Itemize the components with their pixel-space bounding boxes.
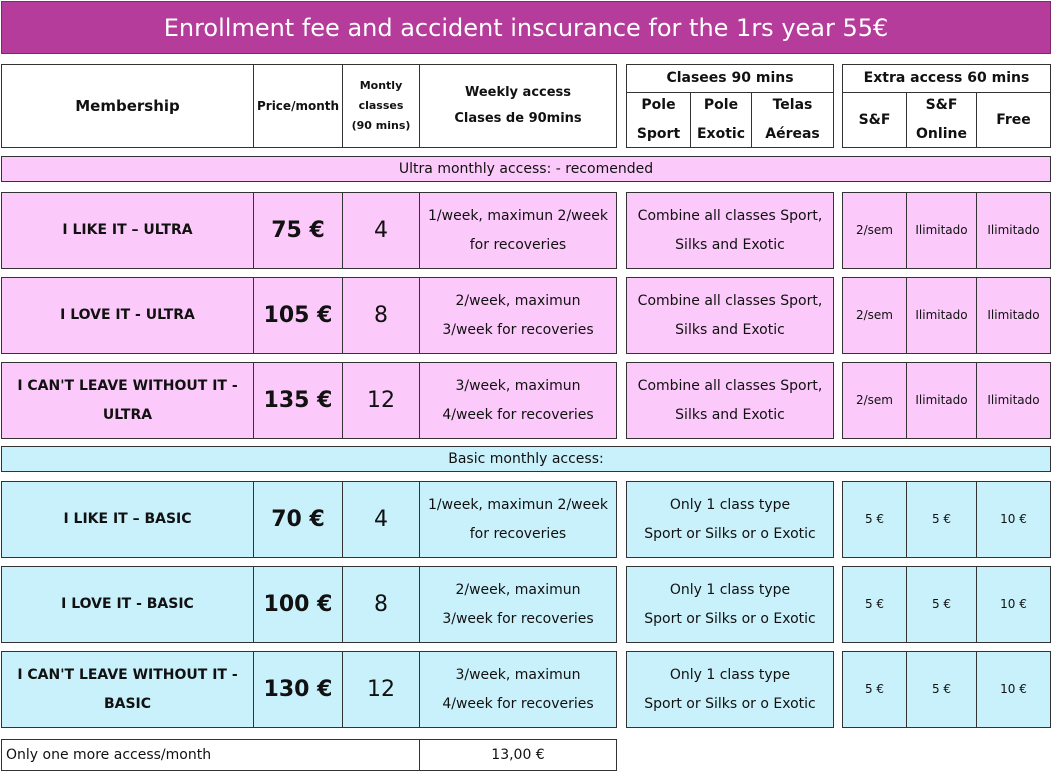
plan-price-cell bbox=[253, 651, 343, 728]
plan-name-line: I CAN'T LEAVE WITHOUT IT - bbox=[17, 377, 238, 394]
plan-price-cell bbox=[253, 192, 343, 269]
plan-price-cell bbox=[253, 481, 343, 558]
plan-name-line: BASIC bbox=[103, 695, 152, 712]
footer-label-text: Only one more access/month bbox=[6, 746, 212, 763]
plan-name-cell bbox=[1, 651, 254, 728]
plan-free-value: 10 € bbox=[1000, 597, 1027, 611]
plan-weekly-cell bbox=[419, 362, 617, 439]
plan-price-value: 75 € bbox=[271, 218, 325, 243]
header-pole-sport-line: Sport bbox=[636, 126, 681, 142]
plan-classes-cell bbox=[342, 192, 420, 269]
plan-weekly-cell bbox=[419, 277, 617, 354]
plan-combo-cell bbox=[626, 192, 834, 269]
plan-combo-line: Combine all classes Sport, bbox=[637, 207, 823, 224]
plan-weekly-cell bbox=[419, 192, 617, 269]
header-pole-exotic bbox=[690, 92, 752, 148]
plan-name-line: I LIKE IT – BASIC bbox=[63, 511, 192, 527]
plan-weekly-line: for recoveries bbox=[469, 525, 567, 542]
header-membership bbox=[1, 64, 254, 148]
plan-free-value: 10 € bbox=[1000, 682, 1027, 696]
plan-free-cell bbox=[976, 192, 1051, 269]
plan-combo-cell bbox=[626, 362, 834, 439]
plan-sf-value: 5 € bbox=[864, 512, 885, 526]
header-extra60-label: Extra access 60 mins bbox=[863, 70, 1030, 86]
ultra-section-title bbox=[1, 156, 1051, 182]
enrollment-banner: Enrollment fee and accident inscurance for the 1rs year 55€ bbox=[1, 1, 1051, 54]
basic-section-label: Basic monthly access: bbox=[448, 451, 604, 467]
plan-sf-cell bbox=[842, 566, 907, 643]
plan-weekly-line: 3/week, maximun bbox=[455, 666, 581, 683]
plan-weekly-line: 2/week, maximun bbox=[455, 292, 581, 309]
header-sf-online-line: S&F bbox=[925, 97, 958, 113]
plan-price-value: 135 € bbox=[263, 388, 333, 413]
plan-name-line: I CAN'T LEAVE WITHOUT IT - bbox=[17, 666, 238, 683]
header-free-label: Free bbox=[996, 111, 1031, 128]
plan-classes-value: 12 bbox=[367, 677, 395, 702]
plan-weekly-cell bbox=[419, 566, 617, 643]
plan-name-cell bbox=[1, 481, 254, 558]
plan-combo-cell bbox=[626, 566, 834, 643]
plan-weekly-line: 4/week for recoveries bbox=[442, 406, 594, 423]
header-weekly-line: Clases de 90mins bbox=[454, 111, 582, 126]
plan-free-cell bbox=[976, 481, 1051, 558]
plan-name-cell bbox=[1, 566, 254, 643]
plan-sf_online-value: Ilimitado bbox=[915, 308, 968, 322]
basic-section-title bbox=[1, 446, 1051, 472]
plan-sf-online-cell bbox=[906, 362, 977, 439]
plan-classes-cell bbox=[342, 651, 420, 728]
plan-classes-value: 12 bbox=[367, 388, 395, 413]
plan-sf_online-value: 5 € bbox=[931, 512, 952, 526]
plan-sf-cell bbox=[842, 481, 907, 558]
plan-sf-value: 2/sem bbox=[855, 308, 893, 322]
header-clases90 bbox=[626, 64, 834, 93]
plan-sf-cell bbox=[842, 192, 907, 269]
plan-sf-value: 5 € bbox=[864, 597, 885, 611]
plan-weekly-cell bbox=[419, 651, 617, 728]
plan-combo-cell bbox=[626, 277, 834, 354]
plan-name-cell bbox=[1, 192, 254, 269]
plan-classes-value: 4 bbox=[374, 507, 388, 532]
header-classes bbox=[342, 64, 420, 148]
plan-free-value: 10 € bbox=[1000, 512, 1027, 526]
plan-sf-cell bbox=[842, 277, 907, 354]
plan-classes-value: 8 bbox=[374, 303, 388, 328]
plan-price-value: 130 € bbox=[263, 677, 333, 702]
plan-combo-cell bbox=[626, 481, 834, 558]
header-pole-exotic-line: Pole bbox=[703, 97, 739, 113]
header-clases90-label: Clasees 90 mins bbox=[666, 70, 794, 86]
header-pole-sport-line: Pole bbox=[641, 97, 676, 113]
plan-sf-online-cell bbox=[906, 651, 977, 728]
header-price-label: Price/month bbox=[256, 98, 340, 113]
plan-sf-cell bbox=[842, 362, 907, 439]
plan-combo-line: Silks and Exotic bbox=[675, 236, 785, 253]
plan-name-line: I LOVE IT - BASIC bbox=[61, 596, 194, 612]
plan-sf_online-value: Ilimitado bbox=[915, 393, 968, 407]
plan-price-cell bbox=[253, 362, 343, 439]
header-extra60 bbox=[842, 64, 1051, 93]
plan-combo-line: Only 1 class type bbox=[669, 581, 791, 598]
plan-sf-value: 5 € bbox=[864, 682, 885, 696]
plan-weekly-line: 1/week, maximun 2/week bbox=[428, 496, 608, 513]
plan-weekly-cell bbox=[419, 481, 617, 558]
plan-classes-cell bbox=[342, 481, 420, 558]
plan-free-value: Ilimitado bbox=[987, 223, 1040, 237]
header-weekly bbox=[419, 64, 617, 148]
plan-free-value: Ilimitado bbox=[987, 393, 1040, 407]
plan-weekly-line: 3/week for recoveries bbox=[442, 321, 594, 338]
plan-weekly-line: for recoveries bbox=[469, 236, 567, 253]
plan-combo-line: Combine all classes Sport, bbox=[637, 377, 823, 394]
plan-weekly-line: 4/week for recoveries bbox=[442, 695, 594, 712]
plan-sf-online-cell bbox=[906, 481, 977, 558]
plan-name-cell bbox=[1, 362, 254, 439]
footer-value-text: 13,00 € bbox=[491, 746, 545, 763]
footer-label bbox=[1, 739, 420, 771]
plan-sf-value: 2/sem bbox=[855, 223, 893, 237]
header-classes-line: Montly bbox=[359, 79, 403, 92]
plan-sf_online-value: 5 € bbox=[931, 682, 952, 696]
plan-sf-online-cell bbox=[906, 566, 977, 643]
plan-weekly-line: 3/week for recoveries bbox=[442, 610, 594, 627]
plan-classes-value: 8 bbox=[374, 592, 388, 617]
plan-sf-online-cell bbox=[906, 277, 977, 354]
header-telas-line: Aéreas bbox=[765, 126, 820, 142]
plan-weekly-line: 2/week, maximun bbox=[455, 581, 581, 598]
plan-sf_online-value: Ilimitado bbox=[915, 223, 968, 237]
plan-classes-cell bbox=[342, 362, 420, 439]
plan-combo-line: Silks and Exotic bbox=[675, 406, 785, 423]
plan-classes-value: 4 bbox=[374, 218, 388, 243]
plan-combo-line: Only 1 class type bbox=[669, 496, 791, 513]
plan-combo-line: Sport or Silks or o Exotic bbox=[644, 695, 816, 712]
header-free bbox=[976, 92, 1051, 148]
plan-free-cell bbox=[976, 277, 1051, 354]
plan-combo-line: Only 1 class type bbox=[669, 666, 791, 683]
plan-free-cell bbox=[976, 566, 1051, 643]
header-sf bbox=[842, 92, 907, 148]
plan-classes-cell bbox=[342, 566, 420, 643]
plan-combo-cell bbox=[626, 651, 834, 728]
header-telas bbox=[751, 92, 834, 148]
plan-sf_online-value: 5 € bbox=[931, 597, 952, 611]
plan-combo-line: Combine all classes Sport, bbox=[637, 292, 823, 309]
header-sf-online-line: Online bbox=[916, 126, 967, 142]
footer-value bbox=[419, 739, 617, 771]
header-sf-label: S&F bbox=[858, 111, 891, 128]
plan-price-value: 100 € bbox=[263, 592, 333, 617]
plan-name-line: I LOVE IT - ULTRA bbox=[60, 307, 195, 323]
plan-sf-value: 2/sem bbox=[855, 393, 893, 407]
plan-free-cell bbox=[976, 651, 1051, 728]
header-sf-online bbox=[906, 92, 977, 148]
header-pole-exotic-line: Exotic bbox=[696, 126, 745, 142]
plan-combo-line: Sport or Silks or o Exotic bbox=[644, 610, 816, 627]
plan-weekly-line: 3/week, maximun bbox=[455, 377, 581, 394]
ultra-section-label: Ultra monthly access: - recomended bbox=[398, 161, 654, 177]
plan-price-value: 70 € bbox=[271, 507, 325, 532]
plan-classes-cell bbox=[342, 277, 420, 354]
plan-price-value: 105 € bbox=[263, 303, 333, 328]
plan-sf-cell bbox=[842, 651, 907, 728]
plan-sf-online-cell bbox=[906, 192, 977, 269]
header-membership-label: Membership bbox=[75, 96, 180, 115]
plan-name-line: ULTRA bbox=[102, 406, 153, 423]
header-classes-line: classes bbox=[358, 99, 404, 112]
plan-weekly-line: 1/week, maximun 2/week bbox=[428, 207, 608, 224]
plan-free-value: Ilimitado bbox=[987, 308, 1040, 322]
plan-combo-line: Silks and Exotic bbox=[675, 321, 785, 338]
header-pole-sport bbox=[626, 92, 691, 148]
plan-name-cell bbox=[1, 277, 254, 354]
plan-name-line: I LIKE IT – ULTRA bbox=[62, 222, 193, 238]
plan-price-cell bbox=[253, 566, 343, 643]
plan-price-cell bbox=[253, 277, 343, 354]
plan-combo-line: Sport or Silks or o Exotic bbox=[644, 525, 816, 542]
header-classes-line: (90 mins) bbox=[351, 119, 411, 132]
header-price bbox=[253, 64, 343, 148]
plan-free-cell bbox=[976, 362, 1051, 439]
header-weekly-line: Weekly access bbox=[464, 85, 572, 100]
header-telas-line: Telas bbox=[772, 97, 813, 113]
